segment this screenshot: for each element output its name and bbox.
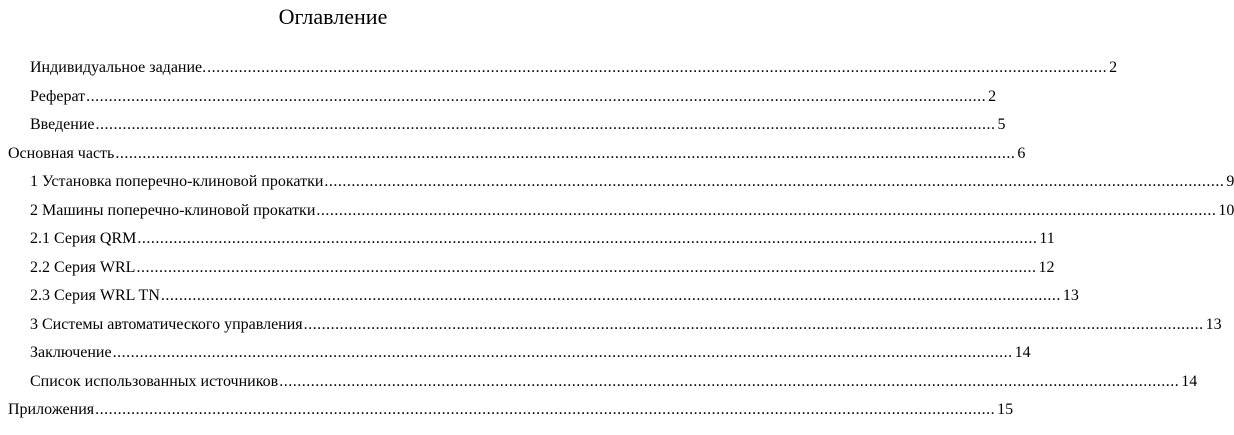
toc-dot-leader: ........................................................................................................................................................................................................ xyxy=(95,401,996,418)
toc-entry-section-2-3[interactable] xyxy=(30,286,1079,306)
toc-page-number: 5 xyxy=(997,116,1006,133)
toc-page-number: 14 xyxy=(1181,372,1198,390)
toc-entry-label: Список использованных источников xyxy=(30,372,279,390)
toc-dot-leader: ........................................................................................................................................................................................................ xyxy=(115,144,1016,162)
toc-entry-label: 3 Системы автоматического управления xyxy=(30,315,303,333)
toc-page-number: 14 xyxy=(1014,344,1031,361)
toc-entry-main-part[interactable] xyxy=(8,144,1026,164)
toc-entry-label: Приложения xyxy=(8,401,95,418)
toc-dot-leader: ........................................................................................................................................................................................................ xyxy=(95,116,996,133)
toc-entry-abstract[interactable] xyxy=(30,87,997,107)
toc-entry-section-2-1[interactable] xyxy=(30,229,1055,249)
toc-dot-leader: ........................................................................................................................................................................................................ xyxy=(303,315,1204,333)
toc-entry-conclusion[interactable] xyxy=(30,343,1031,363)
toc-page-number: 12 xyxy=(1038,258,1055,276)
toc-entry-section-1[interactable] xyxy=(30,172,1234,192)
toc-page-number: 13 xyxy=(1205,315,1222,333)
toc-dot-leader: ........................................................................................................................................................................................................ xyxy=(112,344,1013,361)
toc-dot-leader: ........................................................................................................................................................................................................ xyxy=(86,87,987,105)
toc-entry-label: 2.3 Серия WRL TN xyxy=(30,287,160,304)
toc-entry-section-2-2[interactable] xyxy=(30,258,1055,278)
toc-dot-leader: ........................................................................................................................................................................................................ xyxy=(279,372,1180,390)
toc-dot-leader: ........................................................................................................................................................................................................ xyxy=(136,258,1037,276)
toc-entry-label: Основная часть xyxy=(8,144,115,162)
toc-dot-leader: ........................................................................................................................................................................................................ xyxy=(137,230,1038,247)
toc-title: Оглавление xyxy=(278,4,388,29)
toc-page-number: 13 xyxy=(1062,287,1079,304)
toc-entry-label: 2.1 Серия QRM xyxy=(30,230,137,247)
toc-page-number: 15 xyxy=(997,401,1014,418)
toc-dot-leader: ........................................................................................................................................................................................................ xyxy=(324,173,1225,190)
toc-entry-label: 2.2 Серия WRL xyxy=(30,258,136,276)
toc-dot-leader: ........................................................................................................................................................................................................ xyxy=(316,201,1217,219)
toc-page-number: 2 xyxy=(988,87,997,105)
toc-page-number: 10 xyxy=(1218,201,1234,219)
toc-dot-leader: ........................................................................................................................................................................................................ xyxy=(160,287,1061,304)
toc-entry-label: Введение xyxy=(30,116,95,133)
toc-dot-leader: ........................................................................................................................................................................................................ xyxy=(207,59,1108,76)
toc-entry-references[interactable] xyxy=(30,372,1198,392)
toc-entry-label: Индивидуальное задание. xyxy=(30,59,207,76)
toc-entry-section-2[interactable] xyxy=(30,201,1234,221)
toc-entry-label: 1 Установка поперечно-клиновой прокатки xyxy=(30,173,324,190)
toc-page-number: 2 xyxy=(1109,59,1118,76)
toc-page-number: 6 xyxy=(1017,144,1026,162)
toc-entry-individual-task[interactable] xyxy=(30,58,1118,78)
toc-entry-appendices[interactable] xyxy=(8,400,1014,420)
toc-page-number: 9 xyxy=(1226,173,1234,190)
toc-entry-label: Заключение xyxy=(30,344,112,361)
toc-entry-introduction[interactable] xyxy=(30,115,1006,135)
toc-entry-label: 2 Машины поперечно-клиновой прокатки xyxy=(30,201,316,219)
toc-page-number: 11 xyxy=(1039,230,1055,247)
toc-entry-label: Реферат xyxy=(30,87,86,105)
toc-entry-section-3[interactable] xyxy=(30,315,1222,335)
